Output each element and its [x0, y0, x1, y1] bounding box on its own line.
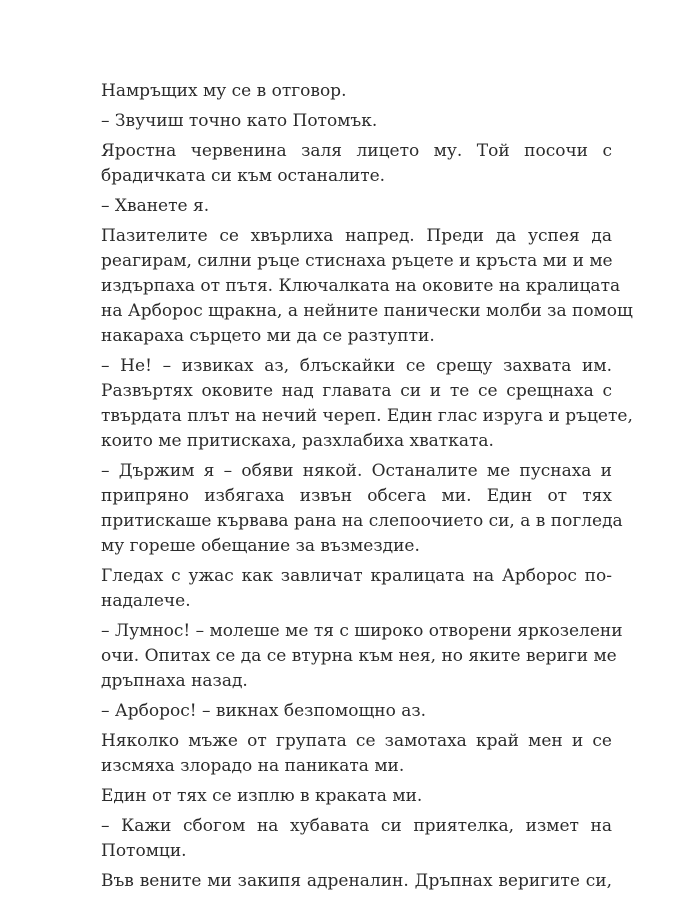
text-line: притискаше кървава рана на слепоочието си, а в погледа: [101, 511, 623, 531]
text-line: – Държим я – обяви някой. Останалите ме пуснаха и: [101, 461, 612, 481]
paragraph: [101, 194, 612, 219]
paragraph: [101, 224, 633, 349]
paragraph: [101, 354, 633, 454]
text-line: – Хванете я.: [101, 196, 210, 216]
text-line: Един от тях се изплю в краката ми.: [101, 786, 423, 806]
paragraph: [101, 139, 612, 189]
text-line: на Арборос щракна, а нейните панически молби за помощ: [101, 301, 633, 321]
text-line: припряно избягаха извън обсега ми. Един от тях: [101, 486, 612, 506]
text-line: – Звучиш точно като Потомък.: [101, 111, 378, 131]
text-line: реагирам, силни ръце стиснаха ръцете и кръста ми и ме: [101, 251, 613, 271]
text-line: Във вените ми закипя адреналин. Дръпнах веригите си,: [101, 871, 612, 891]
text-line: – Лумнос! – молеше ме тя с широко отворени яркозелени: [101, 621, 623, 641]
text-line: накараха сърцето ми да се разтупти.: [101, 326, 435, 346]
text-line: дръпнаха назад.: [101, 671, 248, 691]
text-line: Развъртях оковите над главата си и те се срещнаха с: [101, 381, 612, 401]
paragraph: [101, 784, 612, 809]
paragraph: [101, 869, 612, 894]
text-line: Потомци.: [101, 841, 187, 861]
text-line: които ме притискаха, разхлабиха хватката.: [101, 431, 494, 451]
text-line: – Арборос! – викнах безпомощно аз.: [101, 701, 427, 721]
text-line: изсмяха злорадо на паниката ми.: [101, 756, 405, 776]
paragraph: [101, 79, 612, 104]
text-line: брадичката си към останалите.: [101, 166, 386, 186]
paragraph: [101, 109, 612, 134]
text-line: – Кажи сбогом на хубавата си приятелка, измет на: [101, 816, 612, 836]
text-line: Гледах с ужас как завличат кралицата на Арборос по-: [101, 566, 612, 586]
text-line: Яростна червенина заля лицето му. Той посочи с: [101, 141, 612, 161]
text-line: надалече.: [101, 591, 191, 611]
text-line: му гореше обещание за възмездие.: [101, 536, 420, 556]
text-line: издърпаха от пътя. Ключалката на оковите на кралицата: [101, 276, 621, 296]
text-line: твърдата плът на нечий череп. Един глас изруга и ръцете,: [101, 406, 633, 426]
text-line: Пазителите се хвърлиха напред. Преди да успея да: [101, 226, 612, 246]
paragraph: [101, 729, 612, 779]
book-page: [101, 79, 633, 899]
paragraph: [101, 619, 623, 694]
text-line: Няколко мъже от групата се замотаха край мен и се: [101, 731, 612, 751]
paragraph: [101, 699, 612, 724]
paragraph: [101, 564, 612, 614]
text-line: Намръщих му се в отговор.: [101, 81, 347, 101]
paragraph: [101, 459, 623, 559]
paragraph: [101, 814, 612, 864]
text-line: очи. Опитах се да се втурна към нея, но яките вериги ме: [101, 646, 617, 666]
text-line: – Не! – извиках аз, блъскайки се срещу захвата им.: [101, 356, 612, 376]
